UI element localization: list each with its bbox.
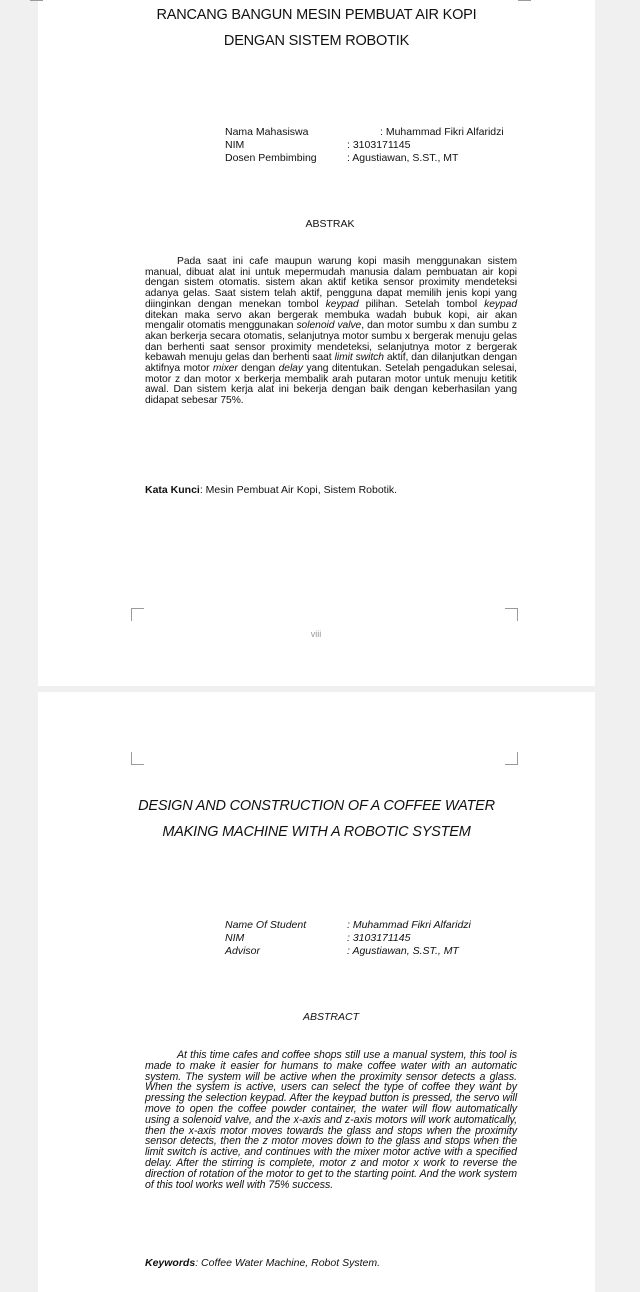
identity-value: : Muhammad Fikri Alfaridzi [380,126,504,138]
title-line-2: DENGAN SISTEM ROBOTIK [223,33,410,49]
keywords-value: : Coffee Water Machine, Robot System. [195,1257,380,1269]
identity-value: : 3103171145 [347,932,411,944]
identity-value: : Agustiawan, S.ST., MT [347,152,459,164]
identity-value: : 3103171145 [347,139,411,151]
crop-mark [30,0,43,1]
title-line-1: DESIGN AND CONSTRUCTION OF A COFFEE WATER [138,798,495,814]
crop-mark [131,608,144,621]
page-number: viii [310,629,322,639]
identity-row [225,139,525,152]
identity-label: NIM [225,139,245,151]
identity-value: : Agustiawan, S.ST., MT [347,945,459,957]
keywords-label: Keywords [145,1257,196,1269]
identity-label: Advisor [225,945,261,957]
document-page-2 [38,692,595,1292]
identity-value: : Muhammad Fikri Alfaridzi [347,919,471,931]
crop-mark [518,0,531,1]
page-title [38,2,595,54]
identity-row [225,932,525,945]
crop-mark [505,608,518,621]
crop-mark [131,752,144,765]
abstract-heading: ABSTRACT [302,1011,359,1023]
abstract-body: At this time cafes and coffee shops still use a manual system, this tool is made to make it easier for humans to make coffee water with an automatic system. The system will be active when the proximity sensor detects a glass. When the system is active, users can select the type of coffee they want by pressing the selection keypad. After the keypad button is pressed, the servo will move to open the coffee powder container, the water will flow automatically using a solenoid valve, and the x-axis and z-axis motors will work automatically, then the x-axis motor moves towards the glass and stops when the proximity sensor detects, then the z motor moves down to the glass and stops when the limit switch is active, and continues with the mixer motor active with a specified delay. After the stirring is complete, motor z and motor x work to reverse the direction of rotation of the motor to get to the starting point. And the work system of this tool works well with 75% success. [145,1049,517,1191]
abstract-heading: ABSTRAK [305,218,355,230]
keywords-value: : Mesin Pembuat Air Kopi, Sistem Robotik. [199,484,398,496]
abstract-body: Pada saat ini cafe maupun warung kopi masih menggunakan sistem manual, dibuat alat ini untuk mepermudah manusia dalam pembuatan air kopi dengan sistem otomatis. sistem akan aktif ketika sensor proximity mendeteksi adanya gelas. Saat sistem telah aktif, pengguna dapat memilih jenis kopi yang diinginkan dengan menekan tombol keypad pilihan. Setelah tombol keypad ditekan maka servo akan bergerak membuka wadah bubuk kopi, air akan mengalir otomatis menggunakan solenoid valve, dan motor sumbu x dan sumbu z akan berkerja secara otomatis, selanjutnya motor sumbu x bergerak menuju gelas dan berhenti saat sensor proximity mendeteksi, selanjutnya motor z bergerak kebawah menuju gelas dan berhenti saat limit switch aktif, dan dilanjutkan dengan aktifnya motor mixer dengan delay yang ditentukan. Setelah pengadukan selesai, motor z dan motor x berkerja membalik arah putaran motor untuk menuju ketitik awal. Dan sistem kerja alat ini bekerja dengan baik dengan keberhasilan yang didapat sebesar 75%. [145,256,518,407]
identity-label: Dosen Pembimbing [225,152,317,164]
keywords-label: Kata Kunci [145,484,200,496]
title-line-2: MAKING MACHINE WITH A ROBOTIC SYSTEM [162,824,471,840]
identity-row [225,152,525,165]
identity-row [225,945,525,958]
title-line-1: RANCANG BANGUN MESIN PEMBUAT AIR KOPI [156,7,477,23]
page-title [38,793,595,845]
identity-label: Name Of Student [225,919,307,931]
identity-row [225,919,525,932]
keywords [145,1257,380,1269]
student-identity [225,919,525,958]
identity-label: NIM [225,932,245,944]
identity-row [225,126,525,139]
crop-mark [505,752,518,765]
keywords [145,484,397,496]
student-identity [225,126,525,165]
document-page-1 [38,0,595,686]
identity-label: Nama Mahasiswa [225,126,309,138]
